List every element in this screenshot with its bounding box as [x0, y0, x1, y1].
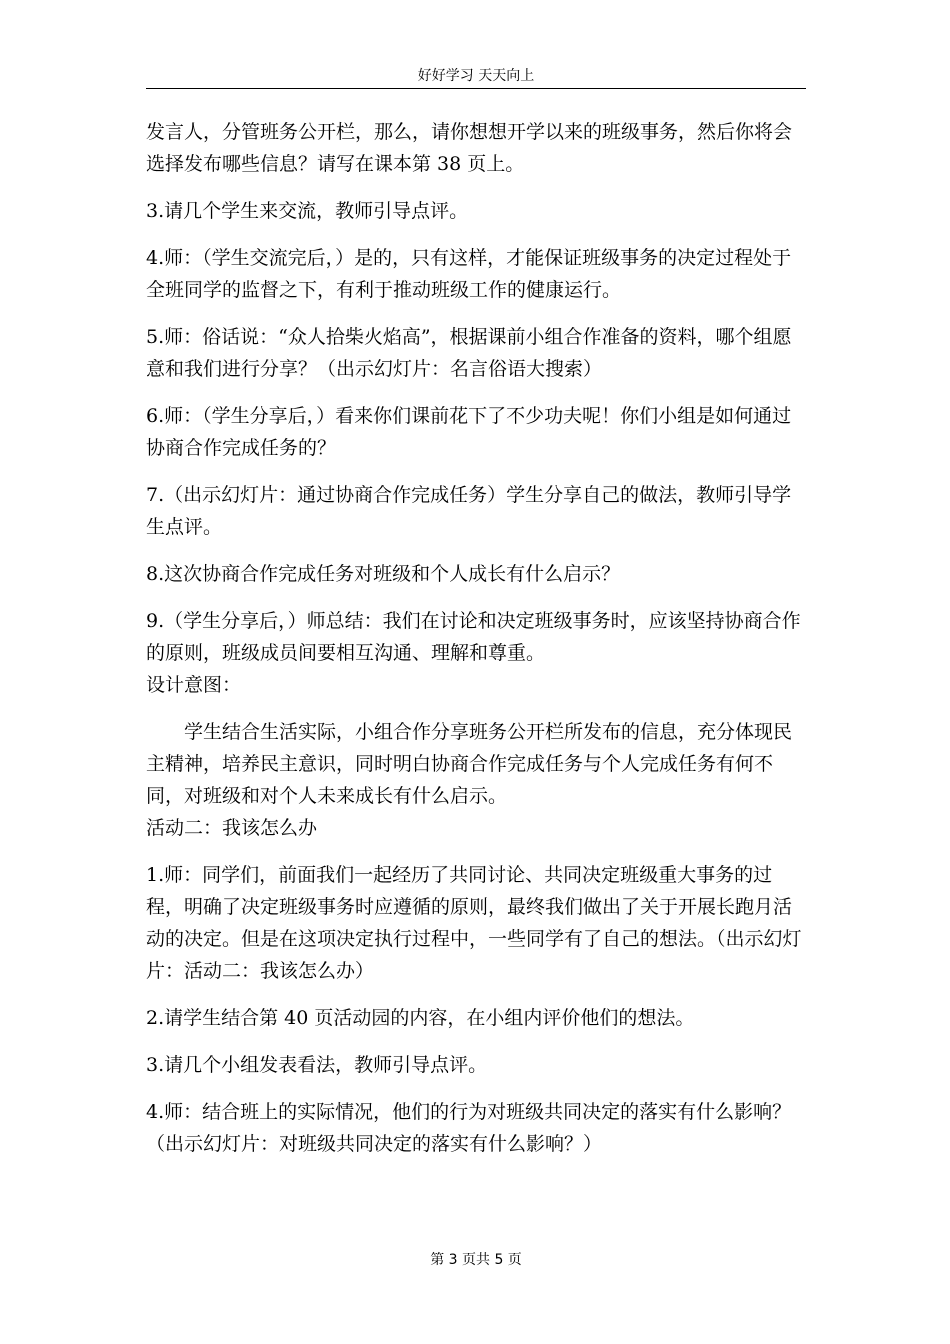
- paragraph-step-4: 4.师：（学生交流完后，）是的，只有这样，才能保证班级事务的决定过程处于全班同学的监督之下，有利于推动班级工作的健康运行。: [146, 247, 792, 301]
- header-divider: [146, 88, 806, 89]
- paragraph-step-9: 9.（学生分享后，）师总结：我们在讨论和决定班级事务时，应该坚持协商合作的原则，班级成员间要相互沟通、理解和尊重。: [146, 610, 801, 664]
- paragraph-intro: 发言人，分管班务公开栏，那么，请你想想开学以来的班级事务，然后你将会选择发布哪些信息？请写在课本第 38 页上。: [146, 121, 793, 175]
- paragraph-activity-step-4: 4.师：结合班上的实际情况，他们的行为对班级共同决定的落实有什么影响？（出示幻灯片：对班级共同决定的落实有什么影响？）: [146, 1101, 792, 1155]
- activity-two-heading: 活动二：我该怎么办: [146, 817, 318, 839]
- paragraph-step-3: 3.请几个学生来交流，教师引导点评。: [146, 200, 469, 222]
- paragraph-step-7: 7.（出示幻灯片：通过协商合作完成任务）学生分享自己的做法，教师引导学生点评。: [146, 484, 792, 538]
- page-header: 好好学习 天天向上: [417, 68, 535, 84]
- paragraph-activity-step-3: 3.请几个小组发表看法，教师引导点评。: [146, 1054, 488, 1076]
- design-intent-heading: 设计意图：: [146, 674, 242, 696]
- paragraph-step-5: 5.师：俗话说：“众人拾柴火焰高”，根据课前小组合作准备的资料，哪个组愿意和我们进行分享？（出示幻灯片：名言俗语大搜索）: [146, 326, 792, 380]
- paragraph-step-8: 8.这次协商合作完成任务对班级和个人成长有什么启示？: [146, 563, 621, 585]
- paragraph-step-6: 6.师：（学生分享后，）看来你们课前花下了不少功夫呢！你们小组是如何通过协商合作完成任务的？: [146, 405, 792, 459]
- document-body: [146, 116, 810, 1175]
- design-intent-text: 学生结合生活实际，小组合作分享班务公开栏所发布的信息，充分体现民主精神，培养民主意识，同时明白协商合作完成任务与个人完成任务有何不同，对班级和对个人未来成长有什么启示。: [146, 721, 793, 807]
- paragraph-activity-step-2: 2.请学生结合第 40 页活动园的内容，在小组内评价他们的想法。: [146, 1007, 695, 1029]
- paragraph-activity-step-1: 1.师：同学们，前面我们一起经历了共同讨论、共同决定班级重大事务的过程，明确了决定班级事务时应遵循的原则，最终我们做出了关于开展长跑月活动的决定。但是在这项决定执行过程中，一些同学有了自己的想法。（出示幻灯片：活动二：我该怎么办）: [146, 864, 802, 982]
- page-footer: 第 3 页共 5 页: [430, 1252, 522, 1268]
